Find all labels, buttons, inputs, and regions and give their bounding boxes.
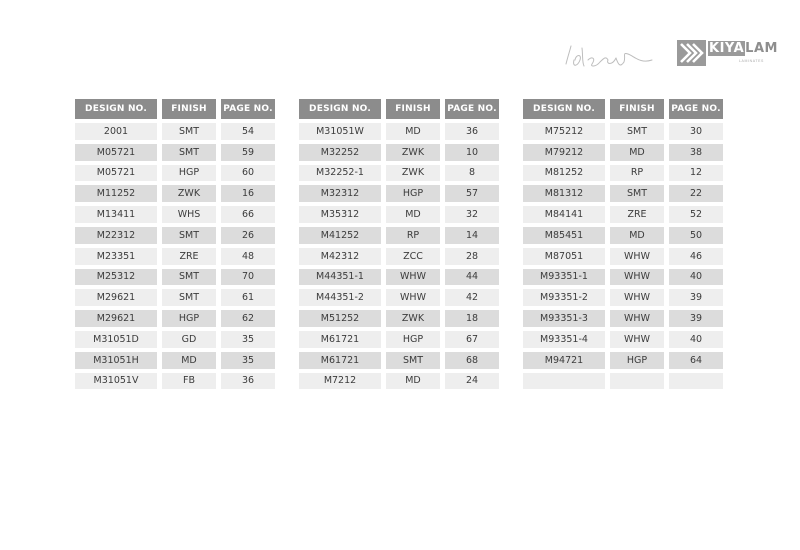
page-no-cell: 39 <box>669 289 723 306</box>
design-no-cell: M22312 <box>75 227 157 244</box>
table-row <box>299 269 499 286</box>
finish-cell: MD <box>386 206 440 223</box>
design-no-cell: M05721 <box>75 165 157 182</box>
page-no-cell: 30 <box>669 123 723 140</box>
design-no-cell: M23351 <box>75 248 157 265</box>
finish-cell: MD <box>610 144 664 161</box>
index-table-3 <box>518 95 728 393</box>
finish-cell: WHW <box>610 269 664 286</box>
table-row <box>75 248 275 265</box>
logo-chevron-icon <box>677 40 706 66</box>
design-no-cell: M41252 <box>299 227 381 244</box>
design-no-cell: M25312 <box>75 269 157 286</box>
page-no-cell: 57 <box>445 185 499 202</box>
finish-cell: SMT <box>162 227 216 244</box>
design-no-cell: M84141 <box>523 206 605 223</box>
table-row <box>75 123 275 140</box>
table-row <box>75 227 275 244</box>
logo-name-part1: KIYA <box>709 41 745 56</box>
page-no-cell: 10 <box>445 144 499 161</box>
design-no-cell: M93351-4 <box>523 331 605 348</box>
page-no-cell: 36 <box>445 123 499 140</box>
finish-cell: SMT <box>610 185 664 202</box>
table-row <box>299 310 499 327</box>
finish-cell: MD <box>610 227 664 244</box>
design-no-cell: M75212 <box>523 123 605 140</box>
design-no-cell: M93351-3 <box>523 310 605 327</box>
table-header-row <box>75 99 275 119</box>
page-no-cell: 8 <box>445 165 499 182</box>
table-row <box>75 269 275 286</box>
table-row <box>523 269 723 286</box>
design-no-cell: M7212 <box>299 373 381 390</box>
page-no-cell: 18 <box>445 310 499 327</box>
finish-cell: MD <box>386 123 440 140</box>
page-no-cell: 70 <box>221 269 275 286</box>
finish-cell: WHW <box>386 289 440 306</box>
logo-wordmark <box>708 42 778 56</box>
finish-cell: ZWK <box>162 185 216 202</box>
table-row <box>299 352 499 369</box>
brand-logo <box>677 39 777 69</box>
finish-cell: WHW <box>386 269 440 286</box>
table-row <box>299 165 499 182</box>
page-no-cell: 40 <box>669 331 723 348</box>
table-row <box>299 331 499 348</box>
design-no-cell: M32312 <box>299 185 381 202</box>
table-row <box>75 310 275 327</box>
page-no-cell: 68 <box>445 352 499 369</box>
table-row <box>75 352 275 369</box>
finish-cell: ZRE <box>162 248 216 265</box>
page-no-cell: 44 <box>445 269 499 286</box>
design-no-cell: 2001 <box>75 123 157 140</box>
finish-cell: HGP <box>162 310 216 327</box>
page-no-cell: 32 <box>445 206 499 223</box>
page-no-cell: 62 <box>221 310 275 327</box>
table-row <box>75 185 275 202</box>
page-no-cell: 46 <box>669 248 723 265</box>
table-row <box>523 206 723 223</box>
table-row <box>299 373 499 390</box>
table-row <box>523 123 723 140</box>
page-no-cell: 59 <box>221 144 275 161</box>
design-no-cell: M44351-2 <box>299 289 381 306</box>
design-no-cell: M51252 <box>299 310 381 327</box>
finish-cell: WHW <box>610 331 664 348</box>
table-row <box>299 185 499 202</box>
finish-cell: HGP <box>386 185 440 202</box>
table-row <box>75 165 275 182</box>
page-no-cell: 16 <box>221 185 275 202</box>
column-header-page-no: PAGE NO. <box>669 99 723 119</box>
finish-cell: SMT <box>162 269 216 286</box>
logo-name-part2: LAM <box>745 41 778 56</box>
page-no-cell: 14 <box>445 227 499 244</box>
design-no-cell: M81252 <box>523 165 605 182</box>
page-no-cell: 24 <box>445 373 499 390</box>
table-row <box>75 206 275 223</box>
finish-cell: FB <box>162 373 216 390</box>
design-no-cell: M61721 <box>299 352 381 369</box>
index-script-signature <box>562 38 658 72</box>
page-no-cell: 48 <box>221 248 275 265</box>
finish-cell: HGP <box>162 165 216 182</box>
page-no-cell: 39 <box>669 310 723 327</box>
page-no-cell: 67 <box>445 331 499 348</box>
design-no-cell: M31051W <box>299 123 381 140</box>
page-no-cell: 40 <box>669 269 723 286</box>
design-no-cell: M44351-1 <box>299 269 381 286</box>
finish-cell: ZCC <box>386 248 440 265</box>
finish-cell: SMT <box>386 352 440 369</box>
table-row <box>75 144 275 161</box>
table-row <box>523 310 723 327</box>
finish-cell: ZWK <box>386 165 440 182</box>
design-no-cell: M31051V <box>75 373 157 390</box>
page-no-cell: 22 <box>669 185 723 202</box>
table-header-row <box>523 99 723 119</box>
column-header-page-no: PAGE NO. <box>221 99 275 119</box>
table-row <box>299 289 499 306</box>
design-no-cell: M79212 <box>523 144 605 161</box>
table-row <box>523 331 723 348</box>
design-no-cell: M61721 <box>299 331 381 348</box>
table-row <box>523 227 723 244</box>
design-no-cell: M29621 <box>75 289 157 306</box>
column-header-design-no: DESIGN NO. <box>75 99 157 119</box>
table-row <box>523 373 723 390</box>
finish-cell: SMT <box>162 289 216 306</box>
design-no-cell: M32252-1 <box>299 165 381 182</box>
table-row <box>299 248 499 265</box>
finish-cell: ZWK <box>386 310 440 327</box>
column-header-design-no: DESIGN NO. <box>299 99 381 119</box>
design-no-cell: M93351-1 <box>523 269 605 286</box>
table-row <box>523 144 723 161</box>
page-no-cell: 52 <box>669 206 723 223</box>
design-no-cell: M05721 <box>75 144 157 161</box>
finish-cell: SMT <box>162 123 216 140</box>
page-no-cell: 35 <box>221 331 275 348</box>
design-no-cell: M11252 <box>75 185 157 202</box>
design-no-cell: M35312 <box>299 206 381 223</box>
design-no-cell: M13411 <box>75 206 157 223</box>
page-no-cell: 38 <box>669 144 723 161</box>
table-row <box>299 206 499 223</box>
table-header-row <box>299 99 499 119</box>
table-row <box>523 185 723 202</box>
table-row <box>75 289 275 306</box>
design-no-cell: M85451 <box>523 227 605 244</box>
page-no-cell: 12 <box>669 165 723 182</box>
page-no-cell: 66 <box>221 206 275 223</box>
finish-cell: ZRE <box>610 206 664 223</box>
finish-cell: ZWK <box>386 144 440 161</box>
table-row <box>523 165 723 182</box>
finish-cell: RP <box>386 227 440 244</box>
table-row <box>523 248 723 265</box>
finish-cell: WHW <box>610 289 664 306</box>
design-no-cell: M29621 <box>75 310 157 327</box>
finish-cell: RP <box>610 165 664 182</box>
table-row <box>299 144 499 161</box>
page-no-cell: 35 <box>221 352 275 369</box>
page-no-cell: 36 <box>221 373 275 390</box>
finish-cell: HGP <box>386 331 440 348</box>
design-no-cell: M31051D <box>75 331 157 348</box>
finish-cell: WHW <box>610 248 664 265</box>
column-header-page-no: PAGE NO. <box>445 99 499 119</box>
index-table-1 <box>70 95 280 393</box>
finish-cell: MD <box>386 373 440 390</box>
table-row <box>75 373 275 390</box>
design-no-cell <box>523 373 605 390</box>
column-header-finish: FINISH <box>386 99 440 119</box>
table-row <box>75 331 275 348</box>
finish-cell: WHW <box>610 310 664 327</box>
design-no-cell: M81312 <box>523 185 605 202</box>
design-no-cell: M87051 <box>523 248 605 265</box>
page-no-cell: 61 <box>221 289 275 306</box>
table-row <box>299 227 499 244</box>
page-no-cell <box>669 373 723 390</box>
column-header-finish: FINISH <box>610 99 664 119</box>
table-row <box>523 352 723 369</box>
finish-cell: MD <box>162 352 216 369</box>
design-no-cell: M42312 <box>299 248 381 265</box>
page-no-cell: 26 <box>221 227 275 244</box>
table-row <box>299 123 499 140</box>
design-no-cell: M31051H <box>75 352 157 369</box>
finish-cell: WHS <box>162 206 216 223</box>
design-no-cell: M93351-2 <box>523 289 605 306</box>
finish-cell: SMT <box>162 144 216 161</box>
page-no-cell: 54 <box>221 123 275 140</box>
finish-cell: HGP <box>610 352 664 369</box>
column-header-design-no: DESIGN NO. <box>523 99 605 119</box>
index-table-2 <box>294 95 504 393</box>
page-no-cell: 50 <box>669 227 723 244</box>
design-no-cell: M94721 <box>523 352 605 369</box>
finish-cell <box>610 373 664 390</box>
finish-cell: GD <box>162 331 216 348</box>
page-no-cell: 64 <box>669 352 723 369</box>
page-no-cell: 60 <box>221 165 275 182</box>
page-no-cell: 42 <box>445 289 499 306</box>
design-no-cell: M32252 <box>299 144 381 161</box>
table-row <box>523 289 723 306</box>
finish-cell: SMT <box>610 123 664 140</box>
column-header-finish: FINISH <box>162 99 216 119</box>
page-no-cell: 28 <box>445 248 499 265</box>
logo-tagline: LAMINATES <box>739 59 764 63</box>
